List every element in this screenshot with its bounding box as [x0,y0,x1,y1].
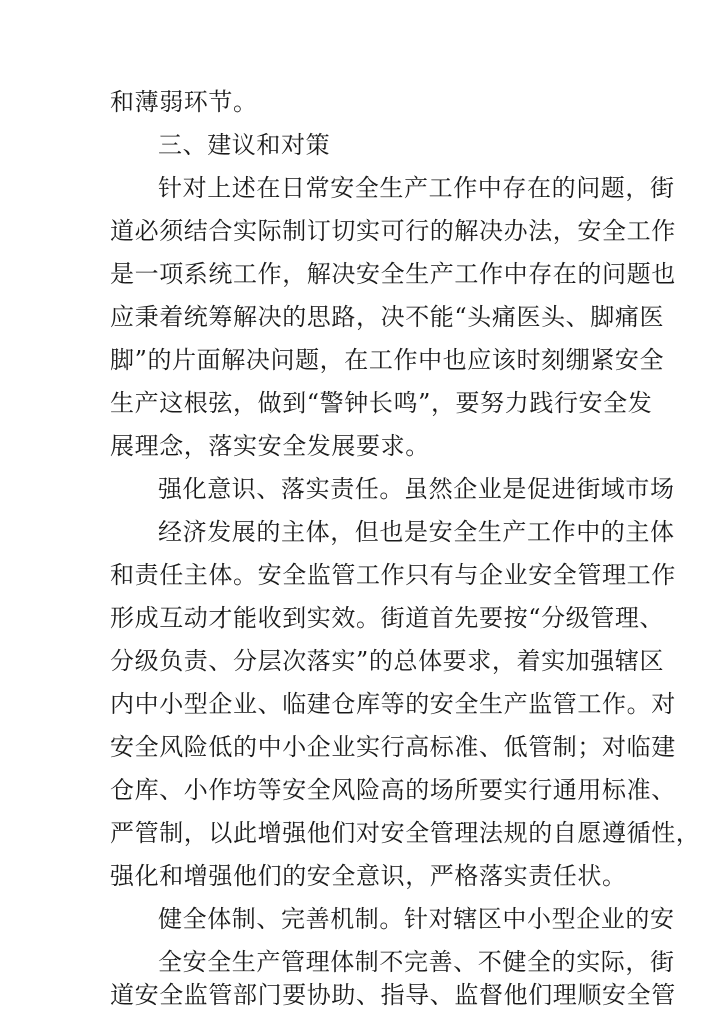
text-line: 安全风险低的中小企业实行高标准、低管制；对临建 [110,733,676,761]
text-line: 形成互动才能收到实效。街道首先要按“分级管理、 [110,604,665,632]
text-line: 应秉着统筹解决的思路，决不能“头痛医头、脚痛医 [110,303,665,331]
section-heading: 三、建议和对策 [158,131,331,159]
text-line: 和责任主体。安全监管工作只有与企业安全管理工作 [110,561,676,589]
text-line: 是一项系统工作，解决安全生产工作中存在的问题也 [110,260,676,288]
text-line: 展理念，落实安全发展要求。 [110,432,430,460]
text-line: 针对上述在日常安全生产工作中存在的问题，街 [158,174,675,202]
text-line: 道安全监管部门要协助、指导、监督他们理顺安全管 [110,981,676,1009]
text-line: 严管制，以此增强他们对安全管理法规的自愿遵循性， [110,819,701,847]
text-line: 全安全生产管理体制不完善、不健全的实际，街 [158,948,675,976]
text-line: 强化和增强他们的安全意识，严格落实责任状。 [110,862,627,890]
text-line: 仓库、小作坊等安全风险高的场所要实行通用标准、 [110,776,676,804]
text-line: 生产这根弦，做到“警钟长鸣”，要努力践行安全发 [110,389,653,417]
text-line: 道必须结合实际制订切实可行的解决办法，安全工作 [110,217,676,245]
text-line: 内中小型企业、临建仓库等的安全生产监管工作。对 [110,690,676,718]
text-line: 健全体制、完善机制。针对辖区中小型企业的安 [158,905,675,933]
text-line: 和薄弱环节。 [110,88,258,116]
text-line: 经济发展的主体，但也是安全生产工作中的主体 [158,518,675,546]
text-line: 脚”的片面解决问题，在工作中也应该时刻绷紧安全 [110,346,665,374]
text-line: 分级负责、分层次落实”的总体要求，着实加强辖区 [110,647,665,675]
text-line: 强化意识、落实责任。虽然企业是促进街域市场 [158,475,675,503]
